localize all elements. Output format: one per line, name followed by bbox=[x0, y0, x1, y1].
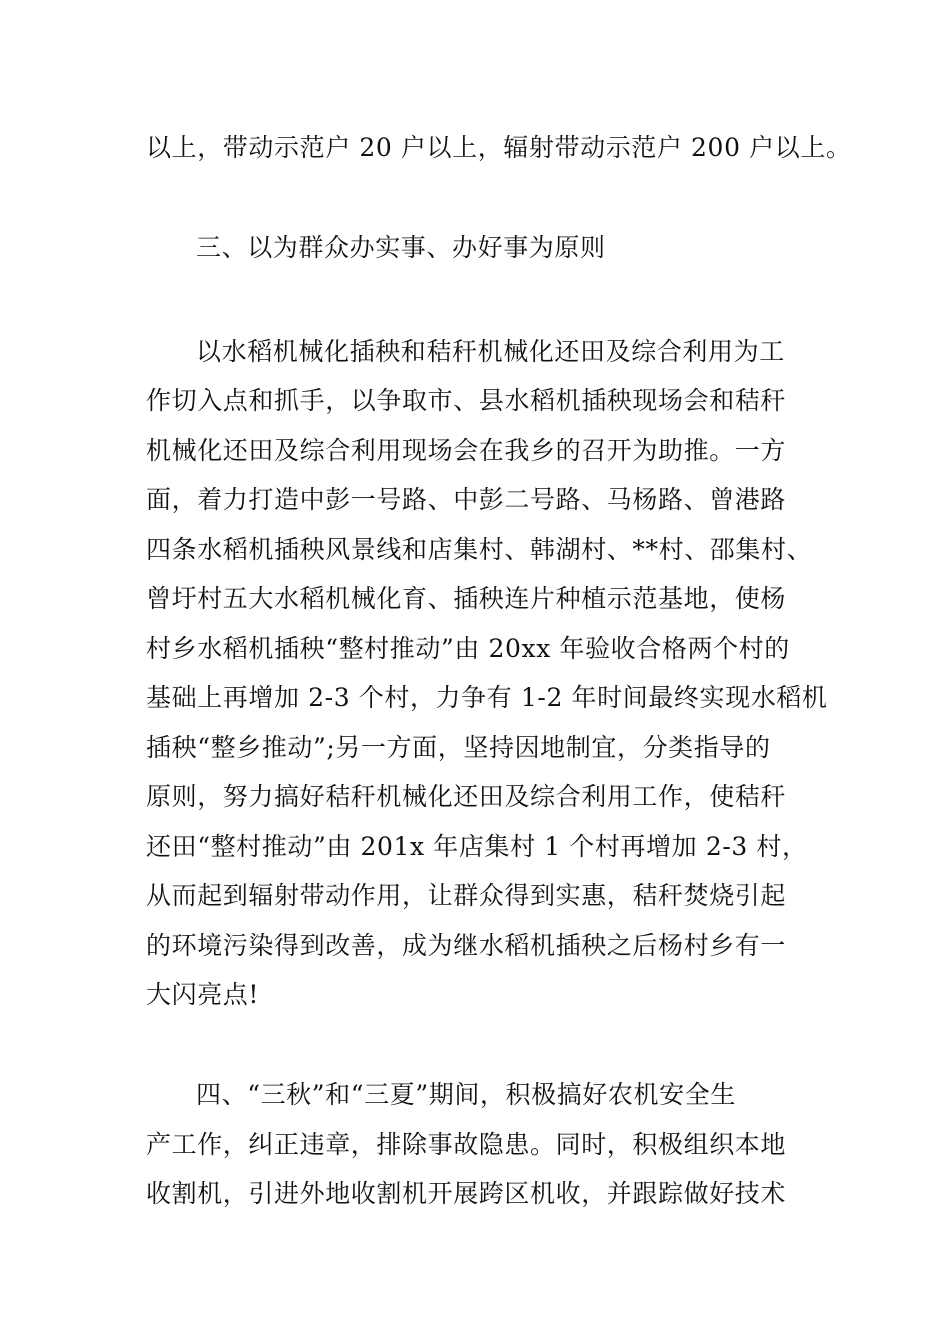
paragraph-line: 面，着力打造中彭一号路、中彭二号路、马杨路、曾港路 bbox=[146, 485, 787, 514]
paragraph-line: 大闪亮点! bbox=[146, 980, 260, 1009]
paragraph-line: 曾圩村五大水稻机械化育、插秧连片种植示范基地，使杨 bbox=[146, 584, 787, 613]
paragraph-line: 村乡水稻机插秧“整村推动”由 20xx 年验收合格两个村的 bbox=[146, 634, 790, 663]
paragraph-line: 的环境污染得到改善，成为继水稻机插秧之后杨村乡有一 bbox=[146, 931, 787, 960]
paragraph-line: 机械化还田及综合利用现场会在我乡的召开为助推。一方 bbox=[146, 436, 787, 465]
paragraph-line: 以水稻机械化插秧和秸秆机械化还田及综合利用为工 bbox=[196, 337, 785, 366]
paragraph-line: 还田“整村推动”由 201x 年店集村 1 个村再增加 2-3 村， bbox=[146, 832, 808, 861]
paragraph-line: 作切入点和抓手，以争取市、县水稻机插秧现场会和秸秆 bbox=[146, 386, 787, 415]
paragraph-line: 产工作，纠正违章，排除事故隐患。同时，积极组织本地 bbox=[146, 1130, 787, 1159]
paragraph-line: 基础上再增加 2-3 个村，力争有 1-2 年时间最终实现水稻机 bbox=[146, 683, 828, 712]
paragraph-line: 四条水稻机插秧风景线和店集村、韩湖村、**村、邵集村、 bbox=[146, 535, 813, 564]
section-heading: 三、以为群众办实事、办好事为原则 bbox=[196, 233, 606, 262]
paragraph-line: 原则，努力搞好秸秆机械化还田及综合利用工作，使秸秆 bbox=[146, 782, 787, 811]
paragraph-line: 四、“三秋”和“三夏”期间，积极搞好农机安全生 bbox=[196, 1080, 736, 1109]
paragraph-line: 收割机，引进外地收割机开展跨区机收，并跟踪做好技术 bbox=[146, 1179, 787, 1208]
paragraph-line: 从而起到辐射带动作用，让群众得到实惠，秸秆焚烧引起 bbox=[146, 881, 787, 910]
paragraph-line: 插秧“整乡推动”;另一方面，坚持因地制宜，分类指导的 bbox=[146, 733, 771, 762]
paragraph-line: 以上，带动示范户 20 户以上，辐射带动示范户 200 户以上。 bbox=[146, 133, 852, 162]
